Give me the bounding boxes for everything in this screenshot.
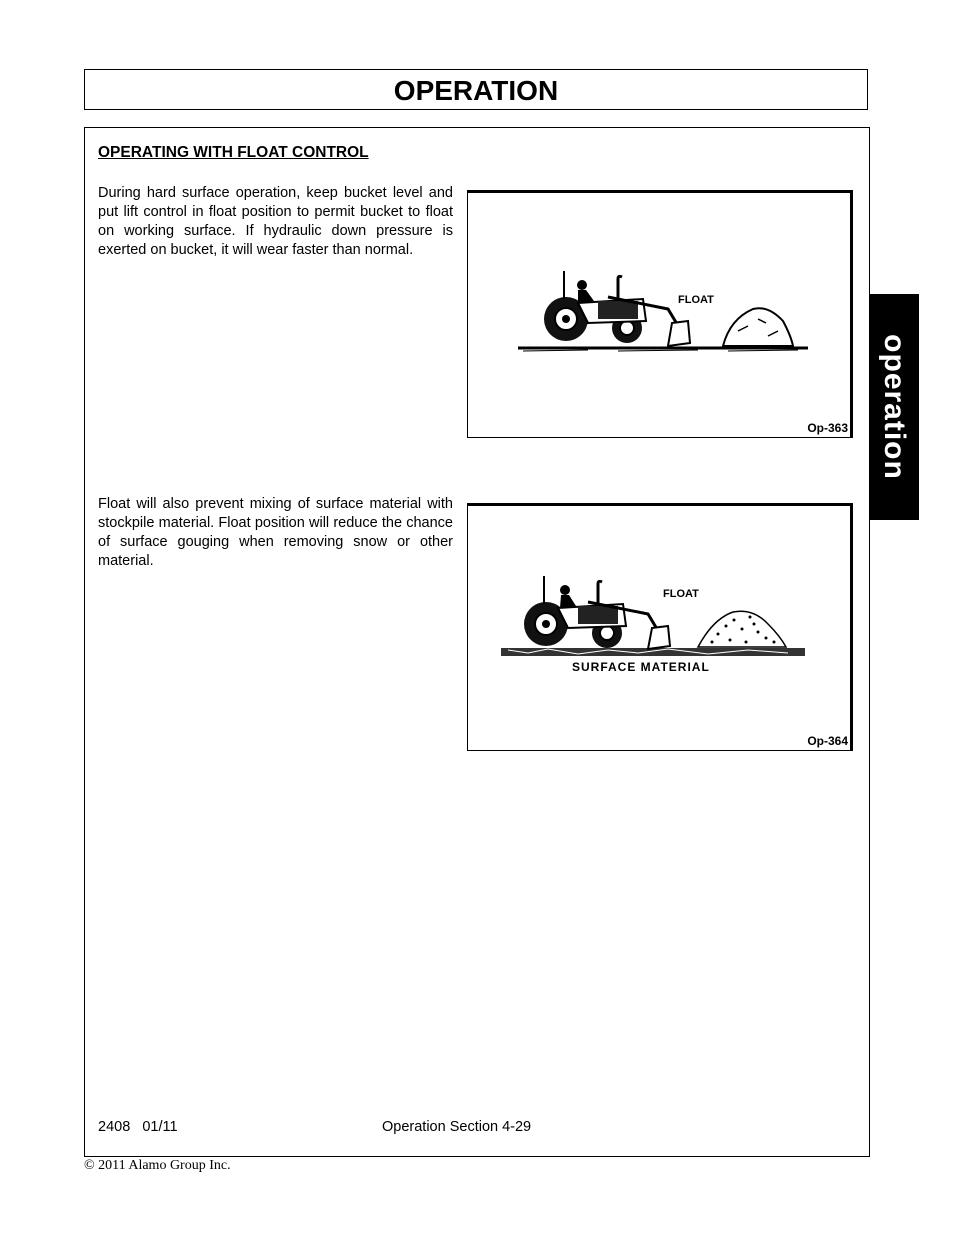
surface-material-label: SURFACE MATERIAL <box>572 660 710 674</box>
tractor-float-illustration <box>468 191 852 437</box>
header-box <box>84 69 868 110</box>
tractor-surface-material-illustration <box>468 504 852 750</box>
side-tab-operation <box>869 294 919 520</box>
footer-section-page: Operation Section 4-29 <box>382 1119 532 1135</box>
footer-doc-number: 2408 01/11 <box>98 1119 178 1135</box>
paragraph-hard-surface: During hard surface operation, keep bucket level and put lift control in float position to permit bucket to float on working surface. If hydraulic down pressure is exerted on bucket, it will wear faster than normal. <box>98 185 453 258</box>
figure-label: Op-364 <box>807 734 848 748</box>
figure-label: Op-363 <box>807 421 848 435</box>
section-heading: OPERATING WITH FLOAT CONTROL <box>98 144 369 161</box>
page-title: OPERATION <box>393 75 559 106</box>
float-label: FLOAT <box>678 294 714 306</box>
figure-float-hard-surface <box>467 190 853 438</box>
side-tab-label: operation <box>878 334 911 480</box>
copyright: © 2011 Alamo Group Inc. <box>84 1158 231 1173</box>
float-label: FLOAT <box>663 588 699 600</box>
figure-float-surface-material <box>467 503 853 751</box>
paragraph-stockpile: Float will also prevent mixing of surface material with stockpile material. Float position will reduce the chance of surface gouging when removing snow or other material. <box>98 496 453 569</box>
